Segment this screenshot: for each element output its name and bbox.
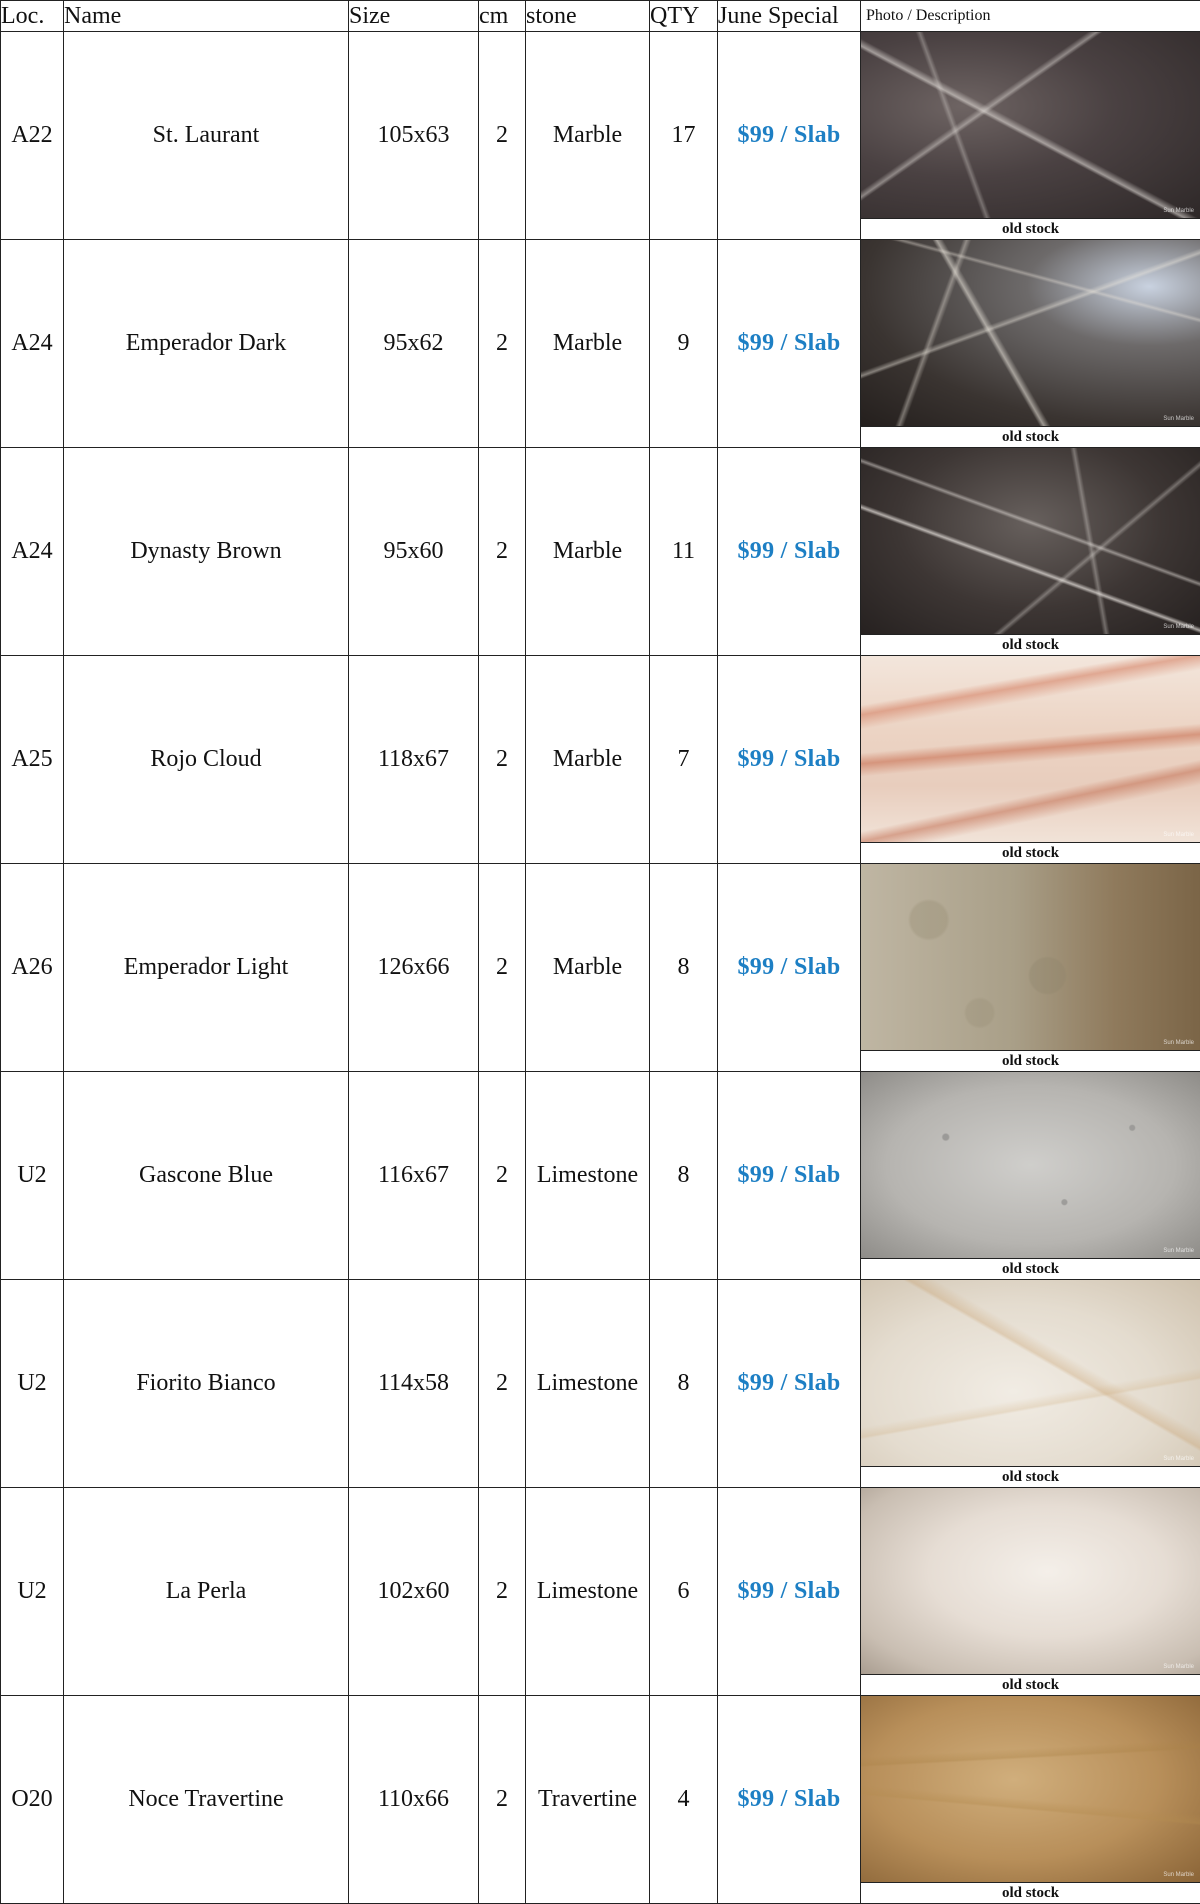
- slab-photo: [861, 240, 1200, 427]
- cell-stone: Limestone: [526, 1488, 650, 1696]
- cell-stone: Marble: [526, 448, 650, 656]
- cell-qty: 11: [650, 448, 718, 656]
- cell-cm: 2: [479, 864, 526, 1072]
- photo-watermark: Sun Marble: [1163, 1040, 1194, 1046]
- photo-caption: old stock: [861, 1675, 1200, 1695]
- photo-watermark: Sun Marble: [1163, 1664, 1194, 1670]
- cell-cm: 2: [479, 32, 526, 240]
- cell-special: $99 / Slab: [718, 1072, 861, 1280]
- cell-special: $99 / Slab: [718, 1696, 861, 1904]
- cell-qty: 17: [650, 32, 718, 240]
- table-row: [1, 1696, 1200, 1904]
- cell-cm: 2: [479, 1696, 526, 1904]
- table-row: [1, 1280, 1200, 1488]
- cell-size: 102x60: [349, 1488, 479, 1696]
- cell-name: Gascone Blue: [64, 1072, 349, 1280]
- cell-loc: A22: [1, 32, 64, 240]
- cell-name: Dynasty Brown: [64, 448, 349, 656]
- slab-photo: [861, 656, 1200, 843]
- header-qty: QTY: [650, 1, 718, 32]
- slab-photo: [861, 1072, 1200, 1259]
- cell-qty: 8: [650, 1072, 718, 1280]
- cell-loc: U2: [1, 1488, 64, 1696]
- photo-watermark: Sun Marble: [1163, 1456, 1194, 1462]
- cell-qty: 9: [650, 240, 718, 448]
- cell-photo: [861, 864, 1200, 1072]
- photo-caption: old stock: [861, 427, 1200, 447]
- photo-caption: old stock: [861, 1051, 1200, 1071]
- photo-watermark: Sun Marble: [1163, 1872, 1194, 1878]
- header-size: Size: [349, 1, 479, 32]
- photo-caption: old stock: [861, 1883, 1200, 1903]
- header-row: [1, 1, 1200, 32]
- photo-watermark: Sun Marble: [1163, 624, 1194, 630]
- cell-photo: [861, 1072, 1200, 1280]
- cell-name: Rojo Cloud: [64, 656, 349, 864]
- cell-size: 105x63: [349, 32, 479, 240]
- cell-photo: [861, 240, 1200, 448]
- photo-caption: old stock: [861, 1259, 1200, 1279]
- cell-stone: Marble: [526, 240, 650, 448]
- cell-size: 116x67: [349, 1072, 479, 1280]
- cell-special: $99 / Slab: [718, 1488, 861, 1696]
- cell-stone: Travertine: [526, 1696, 650, 1904]
- cell-special: $99 / Slab: [718, 240, 861, 448]
- cell-stone: Marble: [526, 32, 650, 240]
- cell-photo: [861, 1696, 1200, 1904]
- cell-cm: 2: [479, 1072, 526, 1280]
- cell-photo: [861, 32, 1200, 240]
- cell-stone: Marble: [526, 656, 650, 864]
- slab-photo: [861, 1280, 1200, 1467]
- cell-qty: 8: [650, 864, 718, 1072]
- cell-loc: A24: [1, 240, 64, 448]
- header-photo: Photo / Description: [861, 1, 1200, 32]
- table-row: [1, 448, 1200, 656]
- slab-photo: [861, 1488, 1200, 1675]
- cell-special: $99 / Slab: [718, 656, 861, 864]
- table-row: [1, 240, 1200, 448]
- photo-watermark: Sun Marble: [1163, 832, 1194, 838]
- header-name: Name: [64, 1, 349, 32]
- slab-photo: [861, 448, 1200, 635]
- cell-cm: 2: [479, 1488, 526, 1696]
- photo-caption: old stock: [861, 219, 1200, 239]
- cell-special: $99 / Slab: [718, 864, 861, 1072]
- slab-photo: [861, 1696, 1200, 1883]
- cell-photo: [861, 1488, 1200, 1696]
- photo-caption: old stock: [861, 635, 1200, 655]
- table-row: [1, 1488, 1200, 1696]
- cell-cm: 2: [479, 1280, 526, 1488]
- cell-size: 95x60: [349, 448, 479, 656]
- cell-qty: 7: [650, 656, 718, 864]
- photo-watermark: Sun Marble: [1163, 416, 1194, 422]
- cell-name: La Perla: [64, 1488, 349, 1696]
- cell-loc: O20: [1, 1696, 64, 1904]
- header-cm: cm: [479, 1, 526, 32]
- cell-name: Emperador Light: [64, 864, 349, 1072]
- table-row: [1, 1072, 1200, 1280]
- cell-cm: 2: [479, 448, 526, 656]
- cell-cm: 2: [479, 240, 526, 448]
- cell-photo: [861, 1280, 1200, 1488]
- cell-cm: 2: [479, 656, 526, 864]
- table-row: [1, 864, 1200, 1072]
- cell-name: Noce Travertine: [64, 1696, 349, 1904]
- cell-size: 126x66: [349, 864, 479, 1072]
- cell-stone: Limestone: [526, 1072, 650, 1280]
- cell-name: Fiorito Bianco: [64, 1280, 349, 1488]
- cell-size: 114x58: [349, 1280, 479, 1488]
- cell-loc: A26: [1, 864, 64, 1072]
- cell-special: $99 / Slab: [718, 448, 861, 656]
- cell-qty: 8: [650, 1280, 718, 1488]
- cell-special: $99 / Slab: [718, 1280, 861, 1488]
- cell-photo: [861, 448, 1200, 656]
- cell-special: $99 / Slab: [718, 32, 861, 240]
- cell-loc: U2: [1, 1072, 64, 1280]
- slab-photo: [861, 864, 1200, 1051]
- slab-photo: [861, 32, 1200, 219]
- header-loc: Loc.: [1, 1, 64, 32]
- table-row: [1, 32, 1200, 240]
- cell-qty: 4: [650, 1696, 718, 1904]
- cell-size: 95x62: [349, 240, 479, 448]
- cell-name: St. Laurant: [64, 32, 349, 240]
- cell-photo: [861, 656, 1200, 864]
- photo-caption: old stock: [861, 843, 1200, 863]
- cell-name: Emperador Dark: [64, 240, 349, 448]
- photo-watermark: Sun Marble: [1163, 1248, 1194, 1254]
- cell-stone: Marble: [526, 864, 650, 1072]
- photo-caption: old stock: [861, 1467, 1200, 1487]
- cell-stone: Limestone: [526, 1280, 650, 1488]
- cell-loc: U2: [1, 1280, 64, 1488]
- cell-size: 118x67: [349, 656, 479, 864]
- cell-loc: A24: [1, 448, 64, 656]
- photo-watermark: Sun Marble: [1163, 208, 1194, 214]
- header-stone: stone: [526, 1, 650, 32]
- cell-size: 110x66: [349, 1696, 479, 1904]
- table-row: [1, 656, 1200, 864]
- header-special: June Special: [718, 1, 861, 32]
- cell-qty: 6: [650, 1488, 718, 1696]
- cell-loc: A25: [1, 656, 64, 864]
